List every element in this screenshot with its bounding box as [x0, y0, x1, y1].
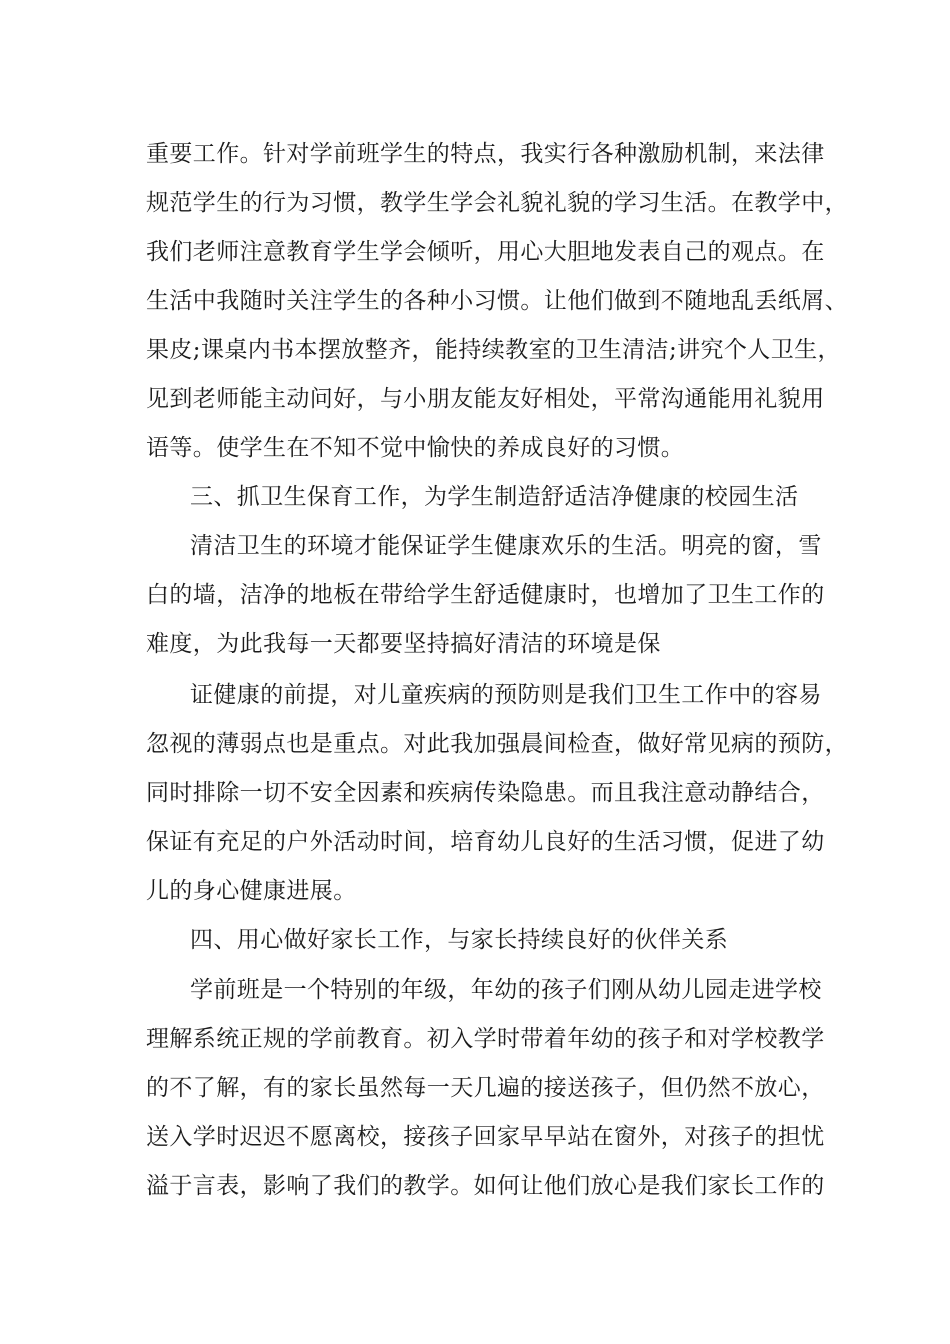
text-line-1: 重要工作。针对学前班学生的特点，我实行各种激励机制，来法律	[146, 141, 825, 167]
text-line-22: 溢于言表，影响了我们的教学。如何让他们放心是我们家长工作的	[146, 1173, 825, 1199]
text-line-3: 我们老师注意教育学生学会倾听，用心大胆地发表自己的观点。在	[146, 239, 825, 265]
text-line-15: 保证有充足的户外活动时间，培育幼儿良好的生活习惯，促进了幼	[146, 829, 825, 855]
text-line-7: 语等。使学生在不知不觉中愉快的养成良好的习惯。	[146, 435, 685, 461]
text-line-4: 生活中我随时关注学生的各种小习惯。让他们做到不随地乱丢纸屑、	[146, 288, 848, 314]
text-line-5: 果皮;课桌内书本摆放整齐，能持续教室的卫生清洁;讲究个人卫生，	[146, 337, 841, 363]
text-line-18: 学前班是一个特别的年级，年幼的孩子们刚从幼儿园走进学校	[190, 977, 822, 1003]
text-line-21: 送入学时迟迟不愿离校，接孩子回家早早站在窗外，对孩子的担忧	[146, 1124, 825, 1150]
text-line-16: 儿的身心健康进展。	[146, 878, 357, 904]
text-line-19: 理解系统正规的学前教育。初入学时带着年幼的孩子和对学校教学	[146, 1026, 825, 1052]
text-line-10: 白的墙，洁净的地板在带给学生舒适健康时，也增加了卫生工作的	[146, 582, 825, 608]
text-line-11: 难度，为此我每一天都要坚持搞好清洁的环境是保	[146, 631, 661, 657]
text-line-9: 清洁卫生的环境才能保证学生健康欢乐的生活。明亮的窗，雪	[190, 533, 822, 559]
text-line-13: 忽视的薄弱点也是重点。对此我加强晨间检查，做好常见病的预防，	[146, 731, 848, 757]
section-heading-4: 四、用心做好家长工作，与家长持续良好的伙伴关系	[190, 927, 729, 953]
section-heading-3: 三、抓卫生保育工作，为学生制造舒适洁净健康的校园生活	[190, 484, 799, 510]
text-line-14: 同时排除一切不安全因素和疾病传染隐患。而且我注意动静结合，	[146, 780, 825, 806]
text-line-2: 规范学生的行为习惯，教学生学会礼貌礼貌的学习生活。在教学中，	[146, 190, 848, 216]
text-line-20: 的不了解，有的家长虽然每一天几遍的接送孩子，但仍然不放心，	[146, 1075, 825, 1101]
text-line-12: 证健康的前提，对儿童疾病的预防则是我们卫生工作中的容易	[190, 682, 822, 708]
text-line-6: 见到老师能主动问好，与小朋友能友好相处，平常沟通能用礼貌用	[146, 386, 825, 412]
